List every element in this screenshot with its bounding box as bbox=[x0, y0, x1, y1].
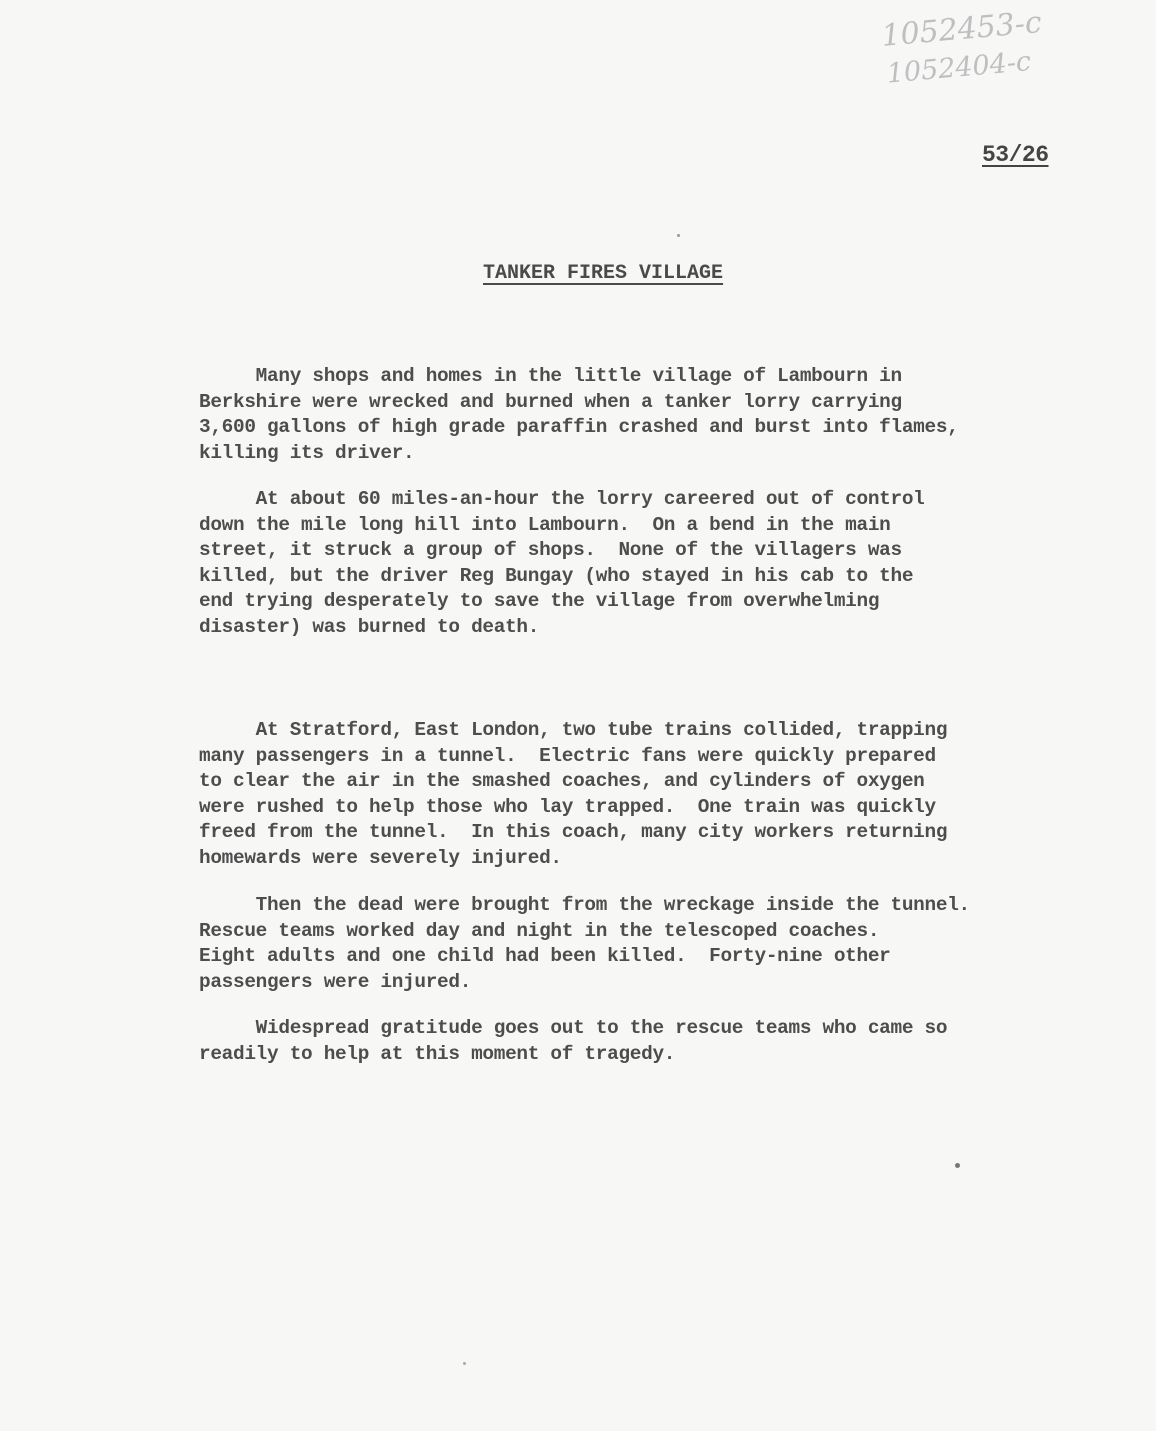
handwritten-number-1: 1052453-c bbox=[880, 5, 1044, 54]
paragraph-line: freed from the tunnel. In this coach, many city workers returning bbox=[199, 821, 948, 843]
paper-speck bbox=[955, 1163, 960, 1168]
paragraph-line: At Stratford, East London, two tube trains collided, trapping bbox=[199, 719, 948, 741]
paragraph-line: Many shops and homes in the little village of Lambourn in bbox=[199, 365, 902, 387]
paragraph-line: Eight adults and one child had been killed. Forty-nine other bbox=[199, 945, 891, 967]
paragraph-line: down the mile long hill into Lambourn. On a bend in the main bbox=[199, 513, 891, 536]
paragraph-line: At about 60 miles-an-hour the lorry careered out of control bbox=[199, 488, 925, 510]
paragraph-line: were rushed to help those who lay trapped. One train was quickly bbox=[199, 795, 936, 818]
paragraph-4 bbox=[199, 893, 1099, 995]
paragraph-line: Widespread gratitude goes out to the rescue teams who came so bbox=[199, 1017, 948, 1039]
handwritten-number-2: 1052404-c bbox=[885, 46, 1033, 90]
paragraph-line: readily to help at this moment of tragedy. bbox=[199, 1042, 676, 1065]
paragraph-line: end trying desperately to save the village from overwhelming bbox=[199, 590, 880, 612]
paragraph-line: passengers were injured. bbox=[199, 970, 472, 993]
paragraph-line: street, it struck a group of shops. None of the villagers was bbox=[199, 539, 902, 561]
paragraph-line: many passengers in a tunnel. Electric fans were quickly prepared bbox=[199, 744, 936, 767]
paragraph-line: to clear the air in the smashed coaches, and cylinders of oxygen bbox=[199, 770, 925, 792]
paper-speck bbox=[463, 1362, 466, 1365]
paragraph-line: homewards were severely injured. bbox=[199, 846, 562, 869]
paragraph-1 bbox=[199, 364, 1099, 466]
paper-speck bbox=[677, 234, 680, 237]
handwritten-reference-numbers bbox=[880, 0, 1117, 108]
paragraph-line: killing its driver. bbox=[199, 441, 415, 464]
paragraph-3 bbox=[199, 718, 1099, 871]
paragraph-2 bbox=[199, 487, 1099, 640]
paragraph-line: Rescue teams worked day and night in the telescoped coaches. bbox=[199, 919, 880, 942]
paragraph-line: Then the dead were brought from the wreckage inside the tunnel. bbox=[199, 894, 970, 916]
paragraph-line: disaster) was burned to death. bbox=[199, 615, 540, 638]
document-number: 53/26 bbox=[982, 142, 1049, 168]
paragraph-line: 3,600 gallons of high grade paraffin crashed and burst into flames, bbox=[199, 416, 959, 438]
paragraph-5 bbox=[199, 1016, 1099, 1067]
paragraph-line: Berkshire were wrecked and burned when a tanker lorry carrying bbox=[199, 390, 902, 413]
paragraph-line: killed, but the driver Reg Bungay (who stayed in his cab to the bbox=[199, 564, 914, 587]
page-title: TANKER FIRES VILLAGE bbox=[483, 262, 724, 285]
